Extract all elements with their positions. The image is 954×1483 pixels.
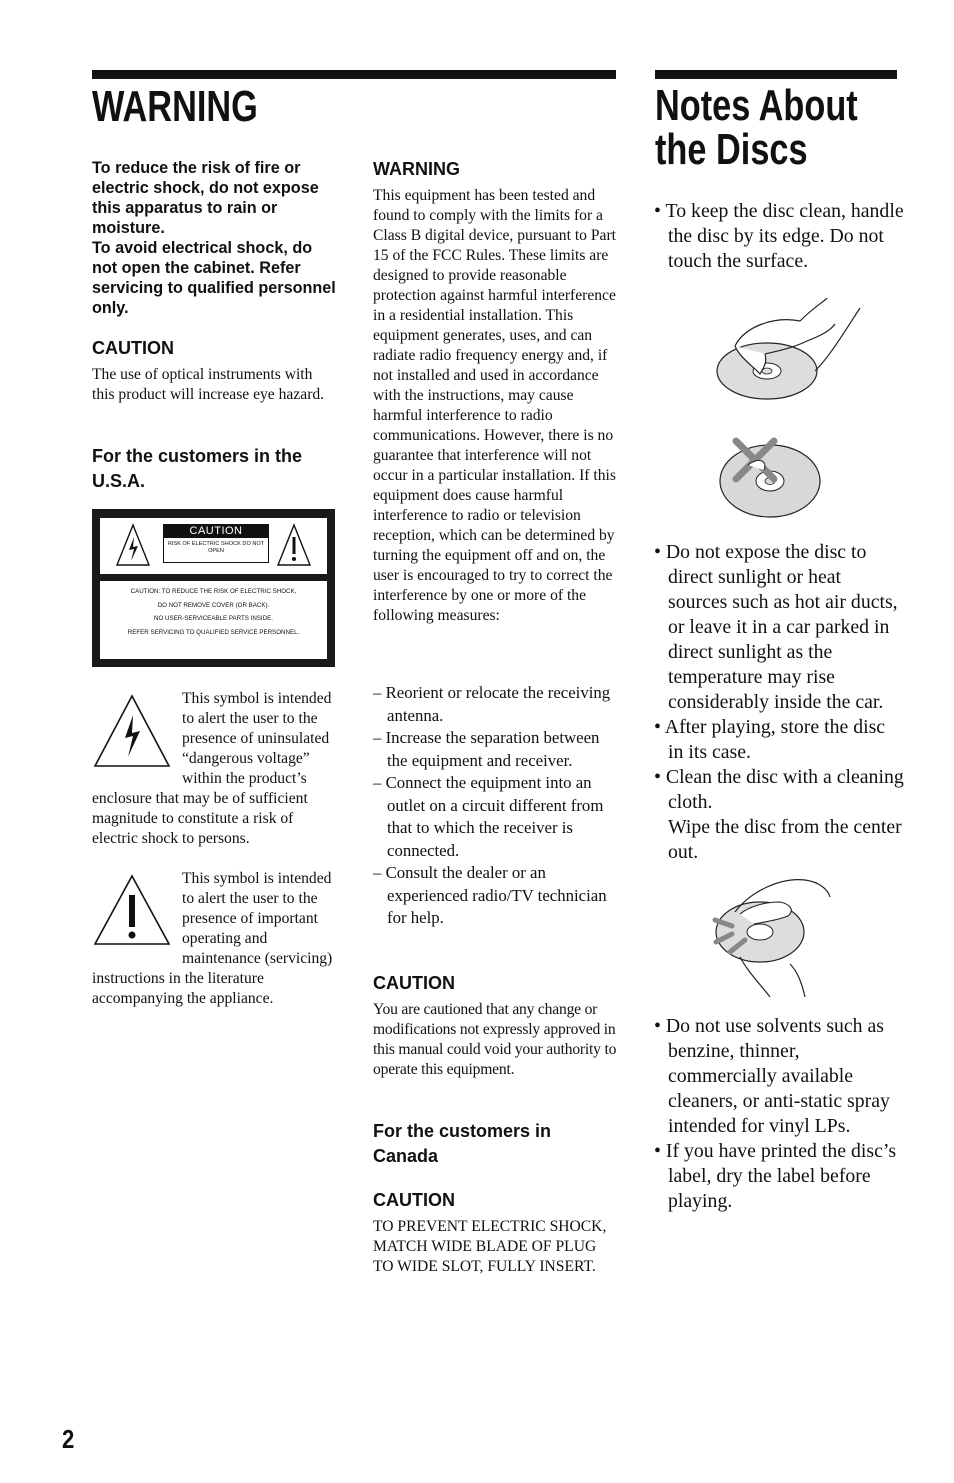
usa-heading: For the customers in the U.S.A. — [92, 446, 303, 491]
label-line: DO NOT REMOVE COVER (OR BACK). — [157, 601, 270, 609]
label-bottom-panel — [100, 581, 327, 659]
caution-plate-text: RISK OF ELECTRIC SHOCK DO NOT OPEN — [167, 541, 265, 554]
list-item: • Do not use solvents such as benzine, thinner, commercially available cleaners, or anti-static spray intended for vinyl LPs. — [654, 1015, 890, 1137]
symbol1-explanation — [92, 689, 337, 849]
fcc-warning-text: This equipment has been tested and found to comply with the limits for a Class B digital device, pursuant to Part 15 of the FCC Rules. These limits are designed to provide reasonable protection against harmful interference in a residential installation. This equipment generates, uses, and can radiate radio frequency energy and, if not installed and used in accordance with the instructions, may cause harmful interference to radio communications. However, there is no guarantee that interference will not occur in a particular installation. If this equipment does cause harmful interference to radio or television reception, which can be determined by turning the equipment off and on, the user is encouraged to try to correct the interference by one or more of the following measures: — [373, 187, 616, 624]
list-item: • Clean the disc with a cleaning cloth. — [654, 766, 904, 813]
canada-heading: For the customers in Canada — [373, 1121, 552, 1166]
lightning-triangle-icon — [92, 693, 172, 769]
label-top-panel — [100, 518, 327, 574]
page-number: 2 — [62, 1424, 75, 1454]
caution-plate — [163, 524, 269, 563]
warning-title: WARNING — [92, 82, 258, 131]
notes-list-3 — [654, 1014, 904, 1214]
notes-title: Notes About the Discs — [655, 81, 858, 174]
intro-text-1: To reduce the risk of fire or electric shock, do not expose this apparatus to rain or moisture. — [92, 159, 319, 237]
list-item: – Consult the dealer or an experienced radio/TV technician for help. — [373, 863, 607, 927]
label-line: REFER SERVICING TO QUALIFIED SERVICE PERSONNEL. — [127, 629, 300, 637]
caution1-text: The use of optical instruments with this product will increase eye hazard. — [92, 366, 325, 403]
warning-heading: WARNING — [373, 159, 460, 179]
intro-text-2: To avoid electrical shock, do not open the cabinet. Refer servicing to qualified personnel only. — [92, 239, 336, 317]
list-item: Wipe the disc from the center out. — [668, 816, 902, 863]
exclamation-triangle-icon — [92, 873, 172, 947]
exclamation-triangle-icon — [276, 523, 312, 567]
list-item: • If you have printed the disc’s label, dry the label before playing. — [654, 1140, 897, 1212]
hand-wiping-disc-illustration — [710, 872, 840, 1000]
caution1-heading: CAUTION — [92, 338, 174, 358]
list-item: – Increase the separation between the equipment and receiver. — [373, 728, 600, 770]
list-item: – Connect the equipment into an outlet on a circuit different from that to which the receiver is connected. — [373, 773, 604, 860]
disc-no-touch-illustration — [718, 435, 828, 520]
title-rule-left — [92, 70, 616, 79]
label-line: NO USER-SERVICEABLE PARTS INSIDE. — [154, 615, 273, 623]
symbol2-explanation — [92, 869, 337, 1009]
title-rule-right — [655, 70, 897, 79]
intro-warning — [92, 158, 337, 318]
symbol1-text: This symbol is intended to alert the user to the presence of uninsulated “dangerous voltage” within the product’s enclosure that may be of sufficient magnitude to constitute a risk of electric shock to persons. — [92, 690, 332, 847]
caution2-text: You are cautioned that any change or modifications not expressly approved in this manual could void your authority to operate this equipment. — [373, 1001, 617, 1078]
lightning-triangle-icon — [115, 523, 151, 567]
list-item: • After playing, store the disc in its case. — [654, 716, 886, 763]
notes-list-2 — [654, 540, 904, 865]
label-line: CAUTION: TO REDUCE THE RISK OF ELECTRIC SHOCK, — [130, 587, 297, 595]
measures-list — [373, 682, 618, 930]
list-item: – Reorient or relocate the receiving antenna. — [373, 683, 611, 725]
caution3-text: TO PREVENT ELECTRIC SHOCK, MATCH WIDE BLADE OF PLUG TO WIDE SLOT, FULLY INSERT. — [373, 1218, 607, 1275]
notes-list-1 — [654, 199, 904, 274]
list-item: • Do not expose the disc to direct sunlight or heat sources such as hot air ducts, or leave it in a car parked in direct sunlight as the temperature may rise considerably inside the car. — [654, 541, 898, 713]
caution2-heading: CAUTION — [373, 973, 455, 993]
hand-holding-disc-illustration — [715, 296, 865, 406]
caution-plate-heading: CAUTION — [164, 525, 268, 538]
list-item: • To keep the disc clean, handle the disc by its edge. Do not touch the surface. — [654, 200, 904, 272]
symbol2-text: This symbol is intended to alert the user to the presence of important operating and maintenance (servicing) instructions in the literature accompanying the appliance. — [92, 870, 333, 1007]
caution3-heading: CAUTION — [373, 1190, 455, 1210]
caution-label — [92, 509, 335, 667]
